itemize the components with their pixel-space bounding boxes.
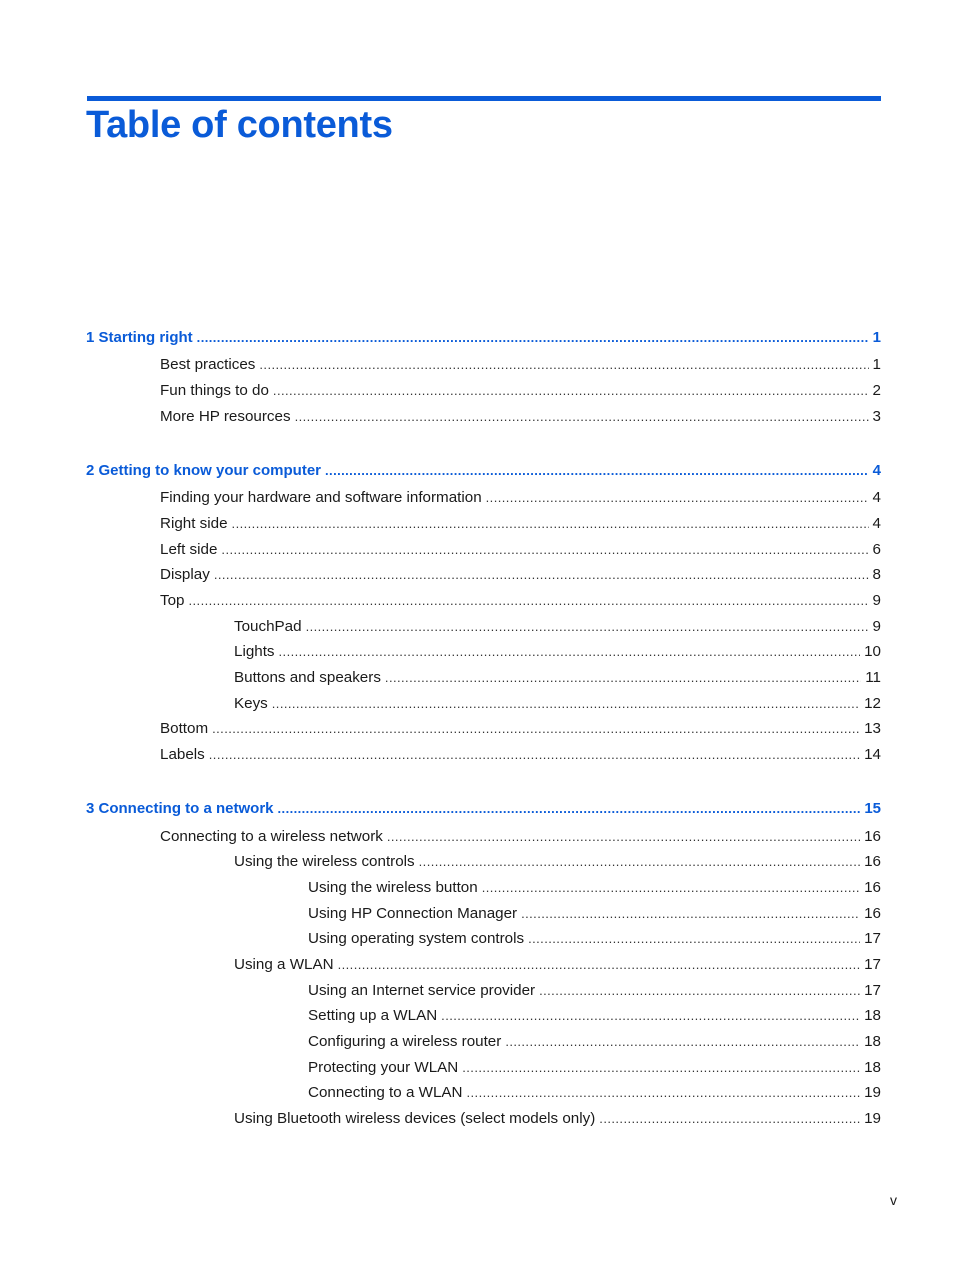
toc-entry-title: 2 Getting to know your computer	[86, 462, 322, 479]
toc-entry[interactable]	[160, 827, 881, 847]
dot-leader	[599, 1109, 860, 1129]
toc-entry[interactable]	[160, 540, 881, 560]
toc-entry-page: 14	[864, 746, 881, 763]
toc-entry-page: 10	[864, 643, 881, 660]
toc-entry-page: 8	[872, 566, 881, 583]
dot-leader	[387, 827, 860, 847]
page-title: Table of contents	[86, 104, 393, 146]
toc-entry[interactable]	[160, 514, 881, 534]
toc-entry-title: Using Bluetooth wireless devices (select models only)	[234, 1110, 596, 1127]
toc-entry[interactable]	[234, 955, 881, 975]
toc-entry-title: Right side	[160, 515, 228, 532]
toc-entry-title: TouchPad	[234, 618, 302, 635]
toc-entry[interactable]	[308, 878, 881, 898]
toc-entry-page: 17	[864, 982, 881, 999]
toc-entry-title: Best practices	[160, 356, 256, 373]
toc-entry[interactable]	[160, 719, 881, 739]
toc-entry-title: Labels	[160, 746, 205, 763]
dot-leader	[462, 1058, 860, 1078]
toc-entry-page: 16	[864, 879, 881, 896]
dot-leader	[232, 514, 869, 534]
toc-entry[interactable]	[160, 355, 881, 375]
dot-leader	[441, 1006, 860, 1026]
toc-entry[interactable]	[234, 668, 881, 688]
dot-leader	[467, 1083, 861, 1103]
toc-entry-title: 3 Connecting to a network	[86, 800, 274, 817]
toc-entry[interactable]	[234, 617, 881, 637]
toc-entry[interactable]	[308, 1058, 881, 1078]
page-number: v	[890, 1192, 897, 1208]
toc-entry[interactable]	[308, 981, 881, 1001]
dot-leader	[482, 878, 860, 898]
toc-entry[interactable]	[234, 852, 881, 872]
toc-entry[interactable]	[160, 565, 881, 585]
toc-entry[interactable]	[308, 1032, 881, 1052]
toc-entry-title: Fun things to do	[160, 382, 269, 399]
toc-entry-title: Connecting to a wireless network	[160, 828, 383, 845]
toc-entry-title: Top	[160, 592, 185, 609]
toc-entry[interactable]	[308, 929, 881, 949]
dot-leader	[385, 668, 861, 688]
toc-entry-page: 4	[872, 462, 881, 479]
dot-leader	[272, 694, 860, 714]
toc-entry-page: 6	[872, 541, 881, 558]
dot-leader	[273, 381, 869, 401]
toc-entry-page: 3	[872, 408, 881, 425]
dot-leader	[278, 799, 861, 819]
toc-entry-title: Left side	[160, 541, 218, 558]
toc-entry-title: Using the wireless controls	[234, 853, 415, 870]
toc-chapter-entry[interactable]	[86, 328, 881, 348]
toc-chapter-entry[interactable]	[86, 799, 881, 819]
toc-entry-page: 1	[872, 356, 881, 373]
toc-entry-page: 17	[864, 956, 881, 973]
toc-entry-title: Setting up a WLAN	[308, 1007, 438, 1024]
toc-entry-title: Lights	[234, 643, 275, 660]
dot-leader	[306, 617, 869, 637]
toc-entry-page: 4	[872, 489, 881, 506]
toc-entry-page: 18	[864, 1033, 881, 1050]
toc-entry[interactable]	[160, 591, 881, 611]
toc-entry-title: 1 Starting right	[86, 329, 193, 346]
toc-entry[interactable]	[308, 1006, 881, 1026]
dot-leader	[279, 642, 861, 662]
toc-chapter-entry[interactable]	[86, 461, 881, 481]
toc-entry[interactable]	[234, 642, 881, 662]
dot-leader	[189, 591, 869, 611]
toc-entry-title: Using an Internet service provider	[308, 982, 536, 999]
toc-entry-title: Using a WLAN	[234, 956, 334, 973]
toc-entry-title: Buttons and speakers	[234, 669, 381, 686]
toc-entry-title: Using the wireless button	[308, 879, 478, 896]
dot-leader	[419, 852, 860, 872]
toc-entry-page: 19	[864, 1084, 881, 1101]
toc-entry-page: 16	[864, 853, 881, 870]
dot-leader	[197, 328, 869, 348]
toc-entry[interactable]	[234, 1109, 881, 1129]
dot-leader	[214, 565, 869, 585]
dot-leader	[209, 745, 860, 765]
toc-entry-page: 13	[864, 720, 881, 737]
dot-leader	[221, 540, 868, 560]
toc-entry-page: 18	[864, 1007, 881, 1024]
toc-entry-title: Keys	[234, 695, 268, 712]
dot-leader	[325, 461, 869, 481]
toc-entry-page: 19	[864, 1110, 881, 1127]
toc-entry-page: 16	[864, 828, 881, 845]
toc-entry-title: Configuring a wireless router	[308, 1033, 502, 1050]
dot-leader	[505, 1032, 860, 1052]
toc-entry-page: 17	[864, 930, 881, 947]
toc-entry-page: 15	[864, 800, 881, 817]
dot-leader	[486, 488, 869, 508]
dot-leader	[338, 955, 860, 975]
toc-entry-title: Connecting to a WLAN	[308, 1084, 463, 1101]
toc-entry-page: 9	[872, 592, 881, 609]
toc-entry[interactable]	[160, 745, 881, 765]
toc-entry[interactable]	[160, 488, 881, 508]
dot-leader	[521, 904, 860, 924]
toc-entry-title: Using operating system controls	[308, 930, 525, 947]
toc-entry-page: 4	[872, 515, 881, 532]
dot-leader	[259, 355, 868, 375]
dot-leader	[539, 981, 860, 1001]
toc-entry-title: Protecting your WLAN	[308, 1059, 459, 1076]
toc-entry[interactable]	[160, 381, 881, 401]
toc-entry-page: 9	[872, 618, 881, 635]
toc-entry-title: Finding your hardware and software information	[160, 489, 482, 506]
toc-entry-title: Display	[160, 566, 210, 583]
toc-entry-page: 16	[864, 905, 881, 922]
toc-entry[interactable]	[308, 904, 881, 924]
dot-leader	[528, 929, 860, 949]
toc-entry[interactable]	[308, 1083, 881, 1103]
toc-entry-title: More HP resources	[160, 408, 291, 425]
toc-entry-title: Using HP Connection Manager	[308, 905, 518, 922]
toc-entry-page: 2	[872, 382, 881, 399]
toc-entry-title: Bottom	[160, 720, 209, 737]
toc-entry[interactable]	[160, 407, 881, 427]
toc-entry-page: 11	[865, 669, 881, 686]
dot-leader	[212, 719, 860, 739]
toc-entry-page: 18	[864, 1059, 881, 1076]
dot-leader	[295, 407, 869, 427]
toc-entry-page: 12	[864, 695, 881, 712]
toc-entry-page: 1	[872, 329, 881, 346]
toc-entry[interactable]	[234, 694, 881, 714]
